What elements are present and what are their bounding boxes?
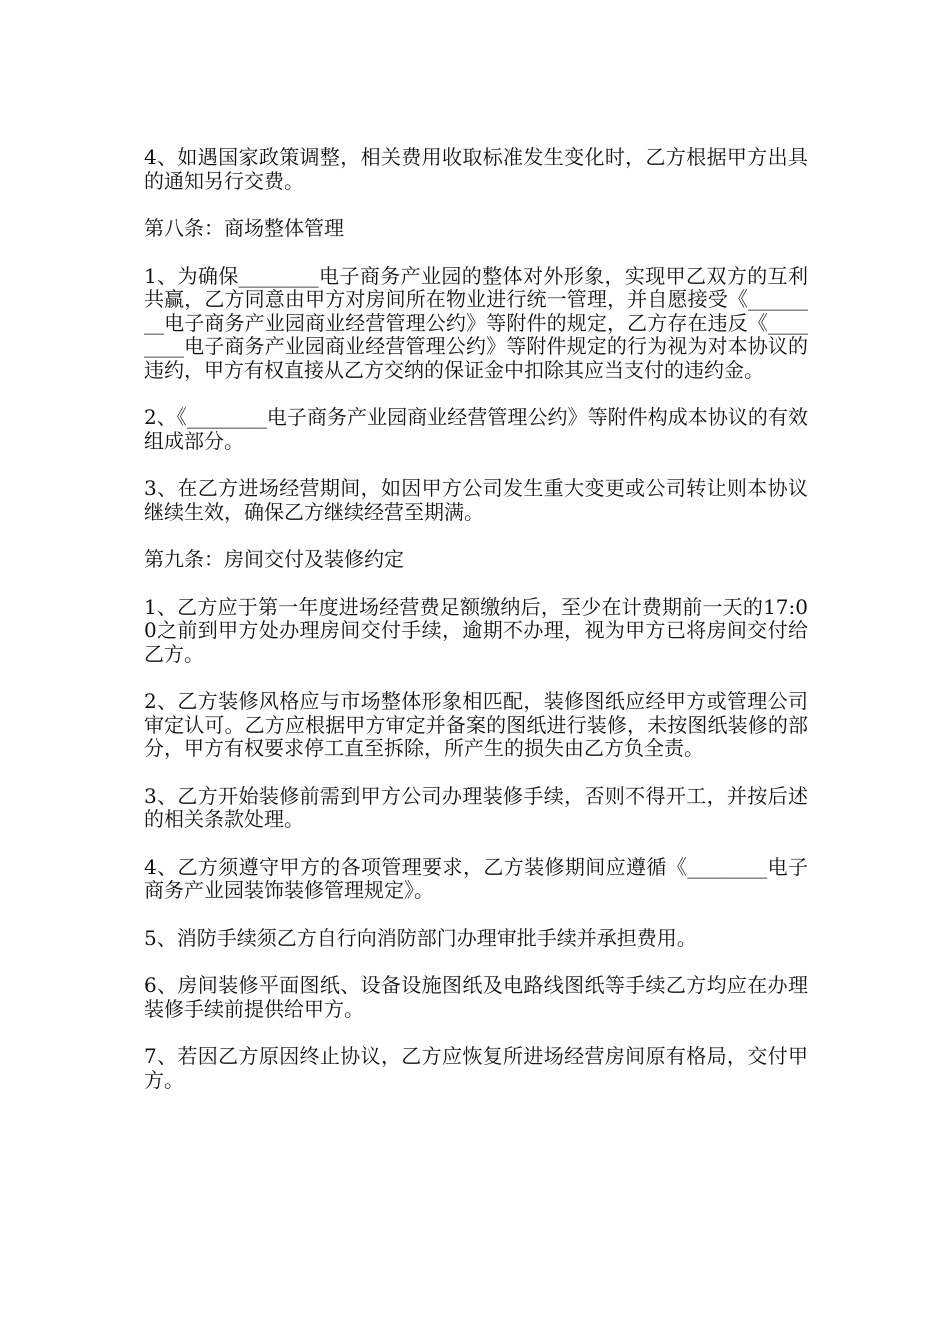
paragraph-agreement-continuity: 3、在乙方进场经营期间，如因甲方公司发生重大变更或公司转让则本协议继续生效，确保乙方继续经营至期满。 [144,476,808,524]
paragraph-management-rules: 4、乙方须遵守甲方的各项管理要求，乙方装修期间应遵循《________电子商务产业园装饰装修管理规定》。 [144,854,808,902]
paragraph-unified-management: 1、为确保________电子商务产业园的整体对外形象，实现甲乙双方的互利共赢，乙方同意由甲方对房间所在物业进行统一管理，并自愿接受《________电子商务产业园商业经营管理公约》等附件的规定，乙方存在违反《________电子商务产业园商业经营管理公约》等附件规定的行为视为对本协议的违约，甲方有权直接从乙方交纳的保证金中扣除其应当支付的违约金。 [144,263,808,382]
paragraph-room-handover: 1、乙方应于第一年度进场经营费足额缴纳后，至少在计费期前一天的17:00之前到甲方处办理房间交付手续，逾期不办理，视为甲方已将房间交付给乙方。 [144,594,808,666]
section-heading-article-8: 第八条：商场整体管理 [144,216,344,240]
paragraph-decoration-style: 2、乙方装修风格应与市场整体形象相匹配，装修图纸应经甲方或管理公司审定认可。乙方应根据甲方审定并备案的图纸进行装修，未按图纸装修的部分，甲方有权要求停工直至拆除，所产生的损失由乙方负全责。 [144,689,808,760]
paragraph-restore-layout: 7、若因乙方原因终止协议，乙方应恢复所进场经营房间原有格局，交付甲方。 [144,1044,808,1092]
paragraph-attachments: 2、《________电子商务产业园商业经营管理公约》等附件构成本协议的有效组成部分。 [144,405,808,453]
paragraph-fee-adjustment: 4、如遇国家政策调整，相关费用收取标准发生变化时，乙方根据甲方出具的通知另行交费。 [144,145,808,193]
paragraph-decoration-procedure: 3、乙方开始装修前需到甲方公司办理装修手续，否则不得开工，并按后述的相关条款处理。 [144,783,808,831]
paragraph-fire-approval: 5、消防手续须乙方自行向消防部门办理审批手续并承担费用。 [144,925,697,950]
document-body [144,146,808,1116]
section-heading-article-9: 第九条：房间交付及装修约定 [144,547,404,571]
paragraph-drawings: 6、房间装修平面图纸、设备设施图纸及电路线图纸等手续乙方均应在办理装修手续前提供给甲方。 [144,973,808,1021]
